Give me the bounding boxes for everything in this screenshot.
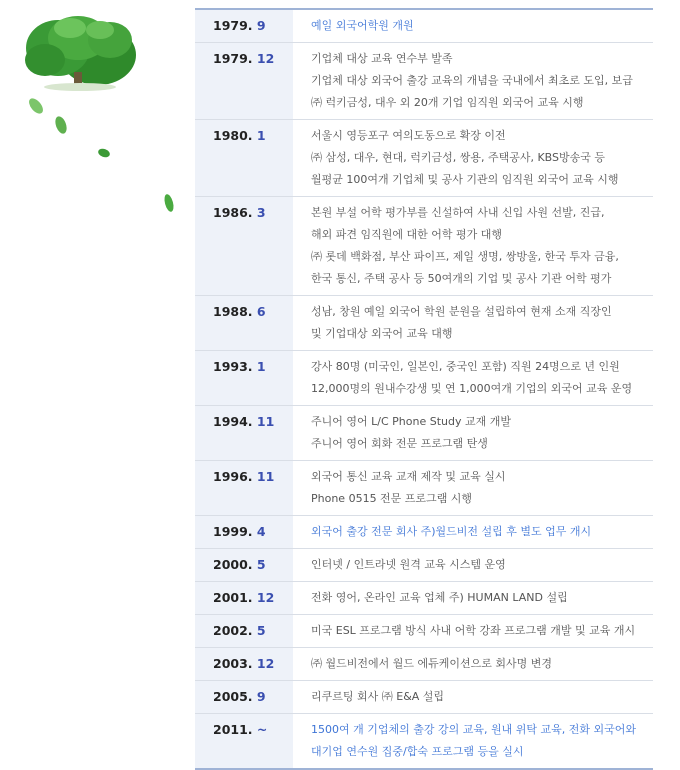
timeline-year: 2011.	[213, 722, 253, 737]
timeline-description	[293, 681, 653, 713]
timeline-date	[195, 582, 293, 614]
timeline-row	[195, 714, 653, 768]
timeline-month: 11	[256, 414, 275, 429]
timeline-month: 5	[256, 557, 266, 572]
timeline-description-line: ㈜ 월드비전에서 월드 에듀케이션으로 회사명 변경	[311, 657, 553, 670]
timeline-year: 1979.	[213, 18, 253, 33]
timeline-description-line: 12,000명의 원내수강생 및 연 1,000여개 기업의 외국어 교육 운영	[311, 382, 633, 395]
timeline-date	[195, 648, 293, 680]
timeline-date	[195, 406, 293, 460]
timeline-description	[293, 516, 653, 548]
timeline-year: 1999.	[213, 524, 253, 539]
timeline-row	[195, 461, 653, 516]
history-timeline-table	[195, 8, 653, 770]
timeline-description-line: 해외 파견 임직원에 대한 어학 평가 대행	[311, 228, 502, 241]
timeline-year: 2002.	[213, 623, 253, 638]
timeline-date	[195, 43, 293, 119]
timeline-description-line: 강사 80명 (미국인, 일본인, 중국인 포함) 직원 24명으로 년 인원	[311, 360, 620, 373]
timeline-year: 1980.	[213, 128, 253, 143]
timeline-description-line: 성남, 창원 예일 외국어 학원 분원을 설립하여 현재 소재 직장인	[311, 305, 612, 318]
timeline-month: 11	[256, 469, 275, 484]
timeline-date	[195, 681, 293, 713]
timeline-description	[293, 43, 653, 119]
timeline-year: 1994.	[213, 414, 253, 429]
timeline-row	[195, 197, 653, 296]
timeline-description-line: 미국 ESL 프로그램 방식 사내 어학 강좌 프로그램 개발 및 교육 개시	[311, 624, 636, 637]
timeline-month: ~	[256, 722, 268, 737]
timeline-description-line: 외국어 통신 교육 교재 제작 및 교육 실시	[311, 470, 506, 483]
timeline-row	[195, 351, 653, 406]
timeline-date	[195, 351, 293, 405]
timeline-row	[195, 10, 653, 43]
timeline-description-line: ㈜ 삼성, 대우, 현대, 럭키금성, 쌍용, 주택공사, KBS방송국 등	[311, 151, 606, 164]
timeline-description-line: 및 기업대상 외국어 교육 대행	[311, 327, 453, 340]
timeline-description	[293, 648, 653, 680]
timeline-month: 9	[256, 689, 266, 704]
timeline-year: 1986.	[213, 205, 253, 220]
timeline-date	[195, 615, 293, 647]
timeline-year: 2000.	[213, 557, 253, 572]
timeline-date	[195, 10, 293, 42]
timeline-year: 2005.	[213, 689, 253, 704]
timeline-date	[195, 296, 293, 350]
timeline-month: 1	[256, 128, 266, 143]
timeline-description-line: ㈜ 롯데 백화점, 부산 파이프, 제일 생명, 쌍방울, 한국 투자 금융,	[311, 250, 619, 263]
timeline-description	[293, 197, 653, 295]
timeline-description-line: 서울시 영등포구 여의도동으로 확장 이전	[311, 129, 506, 142]
timeline-row	[195, 406, 653, 461]
timeline-description	[293, 615, 653, 647]
timeline-row	[195, 549, 653, 582]
timeline-row	[195, 43, 653, 120]
timeline-year: 2003.	[213, 656, 253, 671]
timeline-description-line: 대기업 연수원 집중/합숙 프로그램 등을 실시	[311, 745, 524, 758]
timeline-month: 1	[256, 359, 266, 374]
timeline-description-line: 한국 통신, 주택 공사 등 50여개의 기업 및 공사 기관 어학 평가	[311, 272, 612, 285]
timeline-year: 2001.	[213, 590, 253, 605]
timeline-row	[195, 516, 653, 549]
timeline-description	[293, 296, 653, 350]
timeline-year: 1996.	[213, 469, 253, 484]
timeline-row	[195, 120, 653, 197]
timeline-row	[195, 296, 653, 351]
timeline-description-line: 외국어 출강 전문 회사 주)월드비전 설립 후 별도 업무 개시	[311, 525, 592, 538]
timeline-date	[195, 197, 293, 295]
timeline-month: 4	[256, 524, 266, 539]
timeline-row	[195, 615, 653, 648]
timeline-date	[195, 714, 293, 768]
timeline-description-line: 인터넷 / 인트라넷 원격 교육 시스템 운영	[311, 558, 506, 571]
timeline-description-line: 월평균 100여개 기업체 및 공사 기관의 임직원 외국어 교육 시행	[311, 173, 619, 186]
timeline-year: 1979.	[213, 51, 253, 66]
timeline-description	[293, 351, 653, 405]
timeline-description-line: 리쿠르팅 회사 ㈜ E&A 설립	[311, 690, 445, 703]
timeline-description-line: 전화 영어, 온라인 교육 업체 주) HUMAN LAND 설립	[311, 591, 568, 604]
timeline-description-line: 주니어 영어 회화 전문 프로그램 탄생	[311, 437, 488, 450]
timeline-description-line: 본원 부설 어학 평가부를 신설하여 사내 신입 사원 선발, 진급,	[311, 206, 605, 219]
timeline-description	[293, 582, 653, 614]
timeline-month: 9	[256, 18, 266, 33]
timeline-month: 12	[256, 656, 275, 671]
timeline-row	[195, 681, 653, 714]
timeline-date	[195, 549, 293, 581]
timeline-description-line: 기업체 대상 교육 연수부 발족	[311, 52, 453, 65]
timeline-date	[195, 120, 293, 196]
timeline-row	[195, 582, 653, 615]
timeline-description-line: 기업체 대상 외국어 출강 교육의 개념을 국내에서 최초로 도입, 보급	[311, 74, 633, 87]
timeline-month: 12	[256, 51, 275, 66]
timeline-description	[293, 120, 653, 196]
timeline-date	[195, 516, 293, 548]
timeline-description-line: ㈜ 럭키금성, 대우 외 20개 기업 임직원 외국어 교육 시행	[311, 96, 584, 109]
timeline-description-line: 주니어 영어 L/C Phone Study 교재 개발	[311, 415, 511, 428]
timeline-description	[293, 406, 653, 460]
timeline-description	[293, 714, 653, 768]
timeline-row	[195, 648, 653, 681]
timeline-description	[293, 10, 653, 42]
timeline-year: 1993.	[213, 359, 253, 374]
timeline-description-line: 예일 외국어학원 개원	[311, 19, 414, 32]
timeline-month: 6	[256, 304, 266, 319]
timeline-description-line: Phone 0515 전문 프로그램 시행	[311, 492, 473, 505]
timeline-year: 1988.	[213, 304, 253, 319]
timeline-date	[195, 461, 293, 515]
timeline-month: 5	[256, 623, 266, 638]
timeline-month: 3	[256, 205, 266, 220]
timeline-description	[293, 549, 653, 581]
tree-with-falling-leaves-icon	[0, 0, 190, 240]
timeline-description-line: 1500여 개 기업체의 출강 강의 교육, 원내 위탁 교육, 전화 외국어와	[311, 723, 636, 736]
timeline-month: 12	[256, 590, 275, 605]
timeline-description	[293, 461, 653, 515]
